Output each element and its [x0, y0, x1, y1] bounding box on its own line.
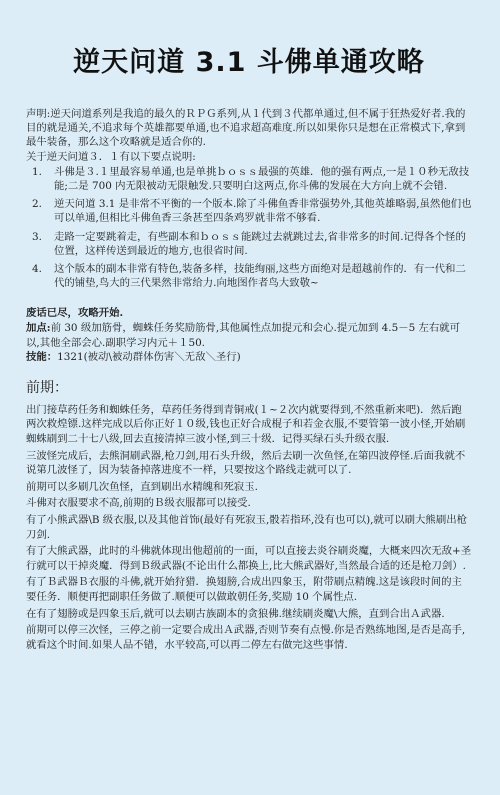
body-paragraph: 有了小熊武器\B 级衣服,以及其他首饰(最好有死寂玉,骰若指环,没有也可以),就可以刷大熊刷出枪刀剑.	[26, 513, 467, 541]
points-lead: 关于逆天问道３．１有以下要点说明:	[26, 150, 196, 163]
intro-section	[26, 107, 472, 290]
page-title: 逆天问道 3.1 斗佛单通攻略	[73, 47, 425, 78]
build-heading: 废话已尽，攻略开始.	[26, 307, 124, 320]
list-item: 4. 这个版本的副本非常有特色,装备多样，技能绚丽,这些方面绝对是超越前作的．有一代和二代的铺垫,鸟大的三代果然非常给力.向地图作者鸟大致敬~	[32, 263, 466, 290]
list-item: 3. 走路一定要跳着走，有些副本和ｂｏｓｓ能跳过去就跳过去,省非常多的时间.记得各个怪的位置，这样传送到最近的地方,也很省时间.	[32, 230, 466, 257]
attribute-points-paragraph: 加点:前 30 级加筋骨，蜘蛛任务奖励筋骨,其他属性点加提元和会心.提元加到 4.5－5 左右就可以,其他全部会心.副职学习内元＋１50.	[26, 322, 461, 349]
key-points-list	[26, 165, 472, 291]
body-paragraph: 有了Ｂ武器Ｂ衣服的斗佛,就开始狩猎．换翅膀,合成出四象玉，附带刷点精魄.这是该段时间的主要任务．顺便再把副职任务做了.顺便可以做敢朝任务,奖励 10 个属性点.	[26, 576, 462, 603]
build-section	[26, 306, 472, 364]
body-paragraph: 前期可以多刷几次鱼怪，直到刷出水精魄和死寂玉.	[26, 480, 258, 493]
statement-paragraph: 声明:逆天问道系列是我追的最久的ＲＰＧ系列,从１代到３代都单通过,但不属于狂热爱好者.我的目的就是通关,不追求每个英雄都要单通,也不追求超高难度.所以如果你只是想在正常模式下,拿到最牛装备，那么这个攻略就是适合你的.	[26, 108, 466, 149]
body-paragraph: 前期可以停三次怪，三停之前一定要合成出Ａ武器,否则节奏有点慢.你是否熟练地图,是否是高手,就看这个时间.如果人品不错，水平较高,可以再二停左右做完这些事情.	[26, 624, 466, 651]
list-item: 2. 逆天问道 3.1 是非常不平衡的一个版本.除了斗佛鱼香非常强势外,其他英雄略弱,虽然他们也可以单通,但相比斗佛鱼香三条甚至四条鸡罗就非常不够看.	[32, 198, 472, 225]
body-paragraph: 有了大熊武器，此时的斗佛就体现出他超前的一面，可以直接去炎谷刷炎魔，大概来四次无敌+圣行就可以干掉炎魔．得到Ｂ级武器(不论出什么都换上,比大熊武器好,当然最合适的还是枪刀剑）.	[26, 545, 472, 572]
skills-paragraph: 技能：1321(被动\被动群体伤害＼无敌＼圣行)	[26, 351, 241, 364]
early-game-heading: 前期：	[26, 379, 68, 396]
early-game-section	[26, 403, 472, 653]
body-paragraph: 出门接草药任务和蜘蛛任务，草药任务得到青铜戒(１~２次内就要得到,不然重新来吧)．然后跑两次救煌镖.这样完成以后你正好１０级,钱也正好合成棍子和若金衣服,不要管第一波小怪,开始刷蜘蛛刷到二十七八级,回去直接清掉三波小怪,到三十级．记得买绿石头升级衣服.	[26, 403, 466, 445]
body-paragraph: 斗佛对衣服要求不高,前期的Ｂ级衣服都可以接受.	[26, 497, 251, 510]
list-item: 1. 斗佛是３.１里最容易单通,也是单挑ｂｏｓｓ最强的英雄．他的强有两点,一是１０秒无敌技能;二是 700 内无限被动无限触发.只要明白这两点,你斗佛的发展在大方向上就不会错.	[32, 165, 470, 193]
body-paragraph: 在有了翅膀或是四象玉后,就可以去刷古族副本的贪狼佛.继续刷炎魔\大熊，直到合出Ａ武器.	[26, 607, 445, 620]
body-paragraph: 三波怪完成后，去熊洞刷武器,枪刀剑,用石头升级，然后去刷一次鱼怪,在第四波停怪.后面我就不说第几波怪了，因为装备掉落进度不一样，只要按这个路线走就可以了.	[26, 449, 466, 477]
